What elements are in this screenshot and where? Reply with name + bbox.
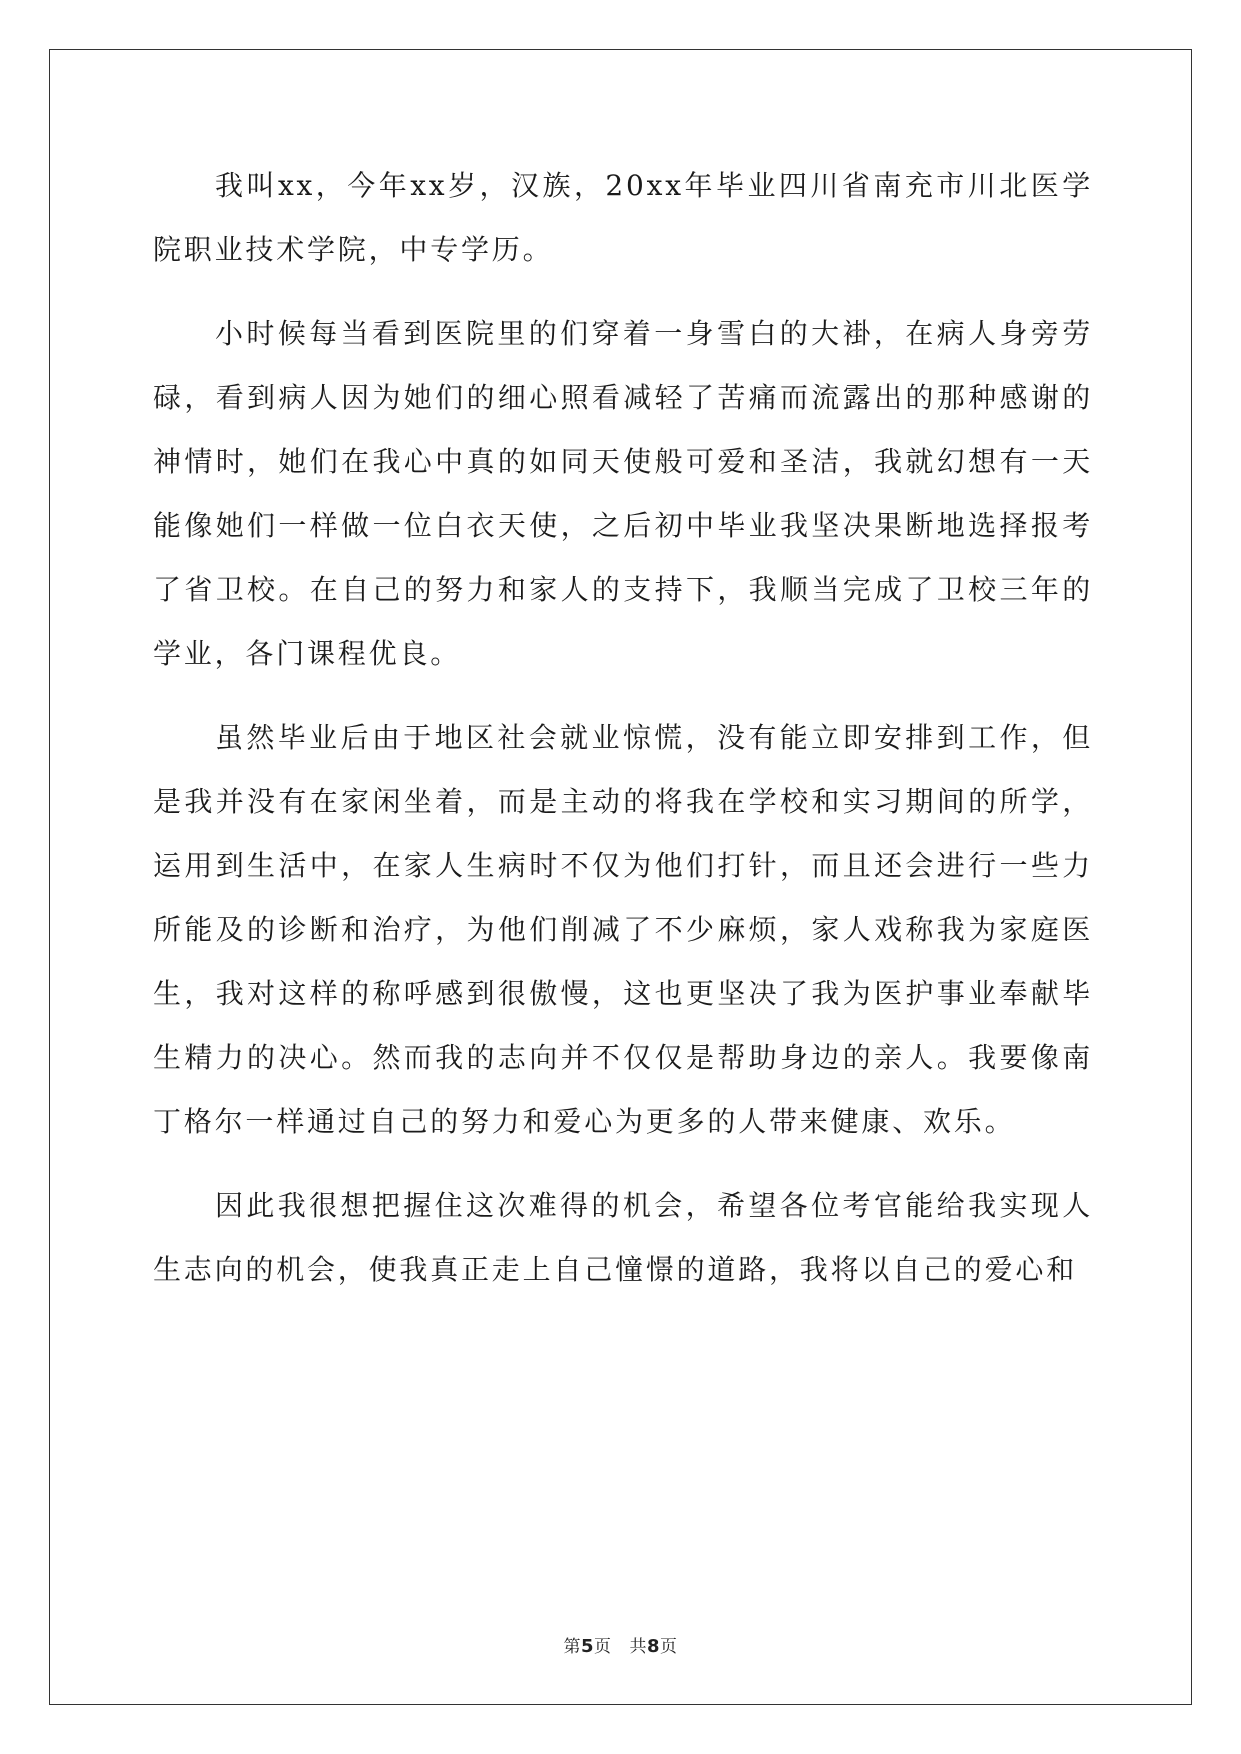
page-footer [0, 1632, 1241, 1657]
page-number: 5 [580, 1636, 594, 1657]
page-total: 8 [647, 1636, 661, 1657]
paragraph-4: 因此我很想把握住这次难得的机会，希望各位考官能给我实现人生志向的机会，使我真正走上自己憧憬的道路，我将以自己的爱心和 [153, 1189, 1093, 1286]
total-prefix: 共 [629, 1637, 647, 1657]
page-suffix: 页 [594, 1637, 612, 1657]
page-prefix: 第 [563, 1637, 581, 1657]
paragraph-3: 虽然毕业后由于地区社会就业惊慌，没有能立即安排到工作，但是我并没有在家闲坐着，而是主动的将我在学校和实习期间的所学，运用到生活中，在家人生病时不仅为他们打针，而且还会进行一些力所能及的诊断和治疗，为他们削减了不少麻烦，家人戏称我为家庭医生，我对这样的称呼感到很傲慢，这也更坚决了我为医护事业奉献毕生精力的决心。然而我的志向并不仅仅是帮助身边的亲人。我要像南丁格尔一样通过自己的努力和爱心为更多的人带来健康、欢乐。 [153, 721, 1093, 1138]
total-suffix: 页 [660, 1637, 678, 1657]
paragraph-1: 我叫xx，今年xx岁，汉族，20xx年毕业四川省南充市川北医学院职业技术学院，中专学历。 [153, 169, 1093, 266]
document-body [153, 154, 1093, 1322]
paragraph-2: 小时候每当看到医院里的们穿着一身雪白的大褂，在病人身旁劳碌，看到病人因为她们的细心照看减轻了苦痛而流露出的那种感谢的神情时，她们在我心中真的如同天使般可爱和圣洁，我就幻想有一天能像她们一样做一位白衣天使，之后初中毕业我坚决果断地选择报考了省卫校。在自己的努力和家人的支持下，我顺当完成了卫校三年的学业，各门课程优良。 [153, 317, 1093, 670]
